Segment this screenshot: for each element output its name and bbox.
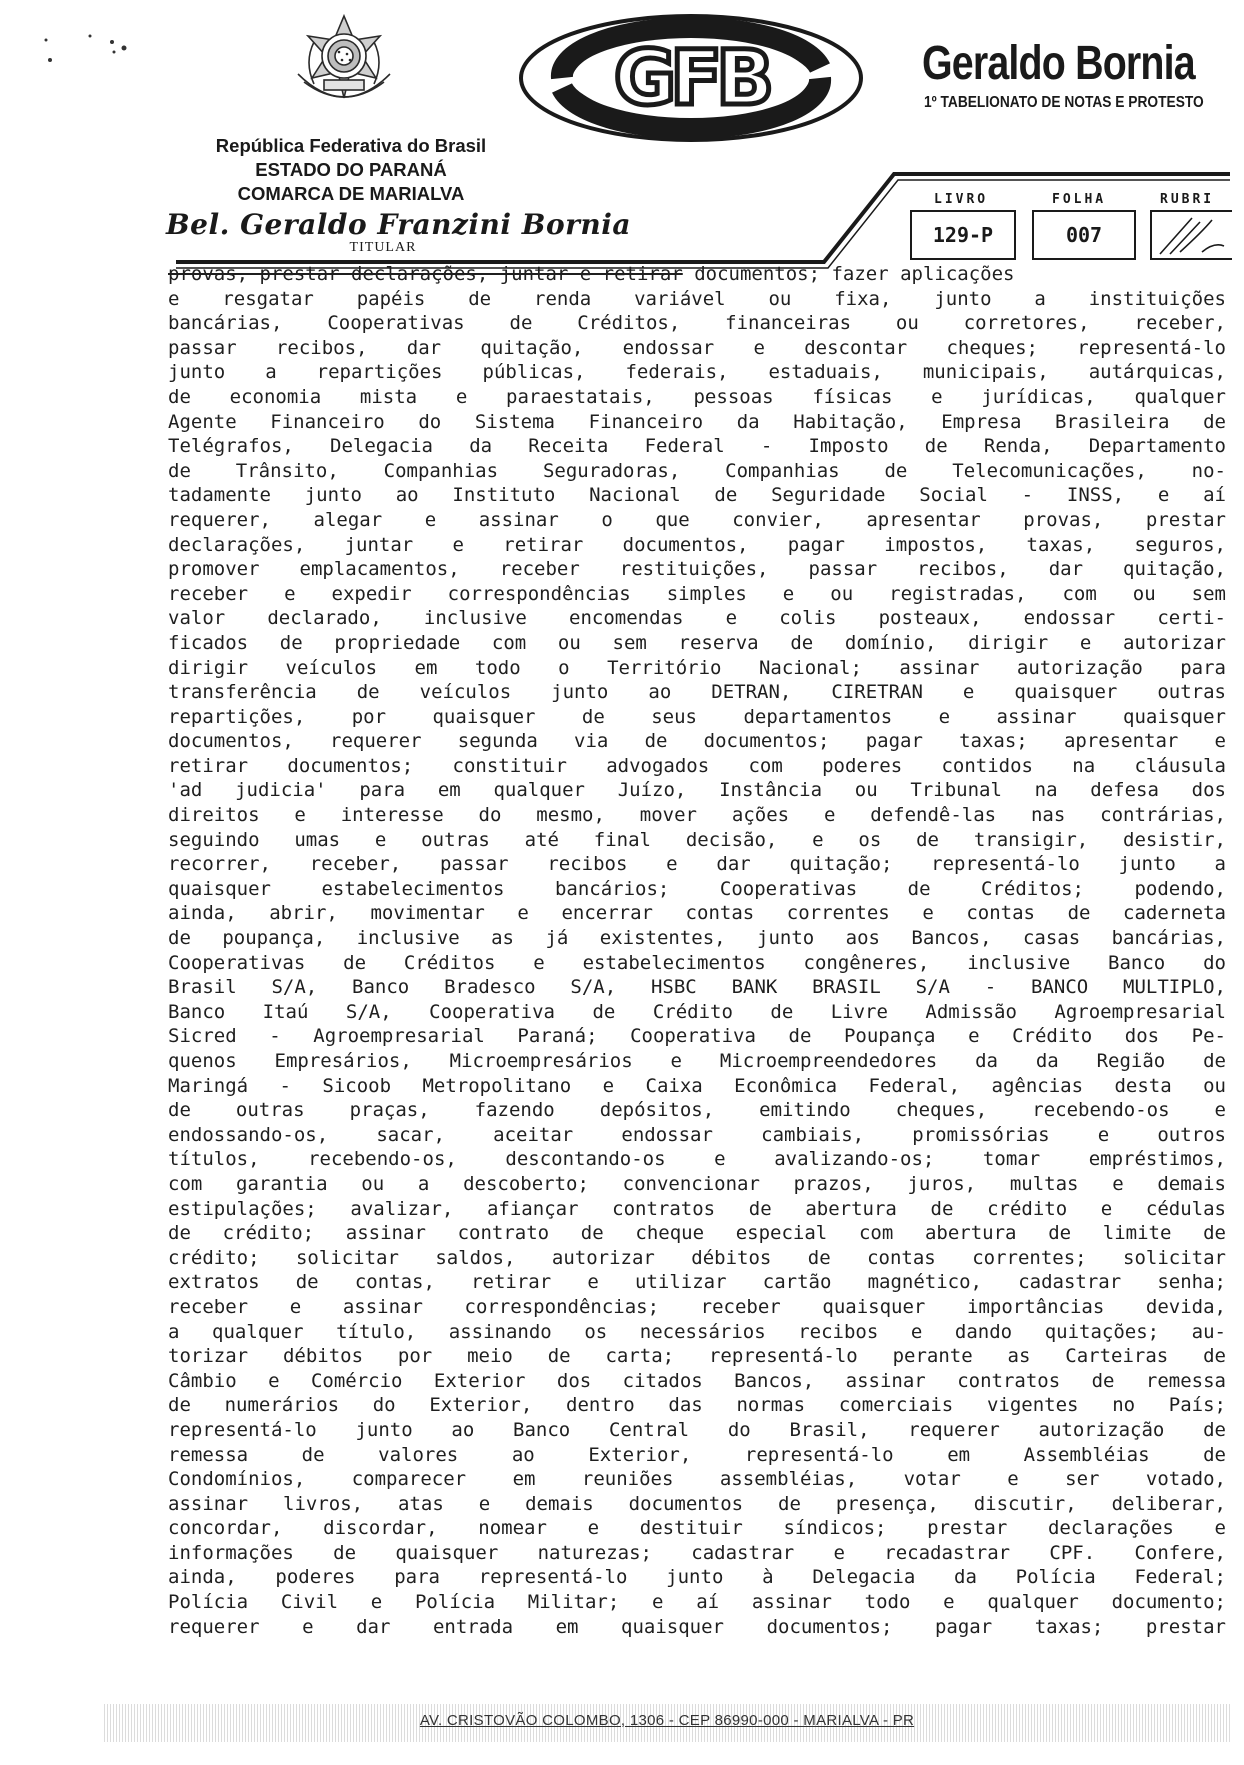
body-line: seguindo umas e outras até final decisão, e os de transigir, desistir, (168, 828, 1226, 851)
body-line: de crédito; assinar contrato de cheque especial com abertura de limite de (168, 1222, 1226, 1245)
body-line: Agente Financeiro do Sistema Financeiro da Habitação, Empresa Brasileira de (168, 410, 1226, 433)
body-line: títulos, recebendo-os, descontando-os e avalizando-os; tomar empréstimos, (168, 1148, 1226, 1171)
body-line: remessa de valores ao Exterior, representá-lo em Assembléias de (168, 1443, 1226, 1466)
livro-label: LIVRO (934, 192, 989, 207)
body-line: de Trânsito, Companhias Seguradoras, Companhias de Telecomunicações, no- (168, 459, 1226, 482)
body-line: quenos Empresários, Microempresários e Microempreendedores da da Região de (168, 1050, 1226, 1072)
body-line: valor declarado, inclusive encomendas e colis posteaux, endossar certi- (168, 607, 1226, 630)
body-line: 'ad judicia' para em qualquer Juízo, Instância ou Tribunal na defesa dos (168, 779, 1226, 802)
body-line: concordar, discordar, nomear e destituir síndicos; prestar declarações e (168, 1517, 1226, 1540)
body-line: receber e expedir correspondências simples e ou registradas, com ou sem (168, 582, 1226, 605)
livro-value: 129-P (932, 223, 994, 247)
body-line: passar recibos, dar quitação, endossar e descontar cheques; representá-lo (168, 336, 1226, 359)
struck-text: provas, prestar declarações, juntar e retirar (168, 263, 683, 285)
rubri-box (1150, 210, 1232, 260)
body-line: Brasil S/A, Banco Bradesco S/A, HSBC BANK BRASIL S/A - BANCO MULTIPLO, (168, 976, 1226, 999)
republic-name: República Federativa do Brasil (215, 135, 487, 156)
body-line: crédito; solicitar saldos, autorizar débitos de contas correntes; solicitar (168, 1246, 1226, 1269)
comarca-name: COMARCA DE MARIALVA (237, 183, 465, 204)
folha-value: 007 (1065, 223, 1103, 247)
body-line: dirigir veículos em todo o Território Nacional; assinar autorização para (168, 656, 1226, 679)
body-line: direitos e interesse do mesmo, mover ações e defendê-las nas contrárias, (168, 804, 1226, 827)
body-line: transferência de veículos junto ao DETRAN, CIRETRAN e quaisquer outras (168, 681, 1226, 704)
document-body (168, 262, 1226, 1639)
body-line: retirar documentos; constituir advogados com poderes contidos na cláusula (168, 754, 1226, 777)
body-line: receber e assinar correspondências; receber quaisquer importâncias devida, (168, 1295, 1226, 1318)
body-line: endossando-os, sacar, aceitar endossar cambiais, promissórias e outros (168, 1123, 1226, 1146)
body-line: extratos de contas, retirar e utilizar cartão magnético, cadastrar senha; (168, 1271, 1226, 1294)
body-line: estipulações; avalizar, afiançar contratos de abertura de crédito e cédulas (168, 1197, 1226, 1220)
body-line: informações de quaisquer naturezas; cadastrar e recadastrar CPF. Confere, (168, 1541, 1226, 1564)
body-line: de outras praças, fazendo depósitos, emitindo cheques, recebendo-os e (168, 1099, 1226, 1122)
titular-role: TITULAR (349, 240, 417, 255)
body-line: recorrer, receber, passar recibos e dar quitação; representá-lo junto a (168, 853, 1226, 876)
body-line: e resgatar papéis de renda variável ou fixa, junto a instituições (168, 287, 1226, 310)
body-line: Condomínios, comparecer em reuniões assembléias, votar e ser votado, (168, 1468, 1226, 1491)
body-line: com garantia ou a descoberto; convencionar prazos, juros, multas e demais (168, 1172, 1226, 1195)
footer-address: AV. CRISTOVÃO COLOMBO, 1306 - CEP 86990-000 - MARIALVA - PR (419, 1712, 915, 1729)
body-line: requerer, alegar e assinar o que convier, apresentar provas, prestar (168, 508, 1226, 531)
body-line: requerer e dar entrada em quaisquer documentos; pagar taxas; prestar (168, 1615, 1226, 1638)
body-line: torizar débitos por meio de carta; representá-lo perante as Carteiras de (168, 1345, 1226, 1368)
body-line: ainda, abrir, movimentar e encerrar contas correntes e contas de caderneta (168, 902, 1226, 925)
body-line: repartições, por quaisquer de seus departamentos e assinar quaisquer (168, 705, 1226, 728)
brand-name: Geraldo Bornia (922, 37, 1195, 90)
body-line: representá-lo junto ao Banco Central do Brasil, requerer autorização de (168, 1418, 1226, 1441)
body-line: ainda, poderes para representá-lo junto à Delegacia da Polícia Federal; (168, 1566, 1226, 1589)
body-line: Telégrafos, Delegacia da Receita Federal - Imposto de Renda, Departamento (168, 435, 1226, 458)
rubric-signature-icon (1152, 212, 1232, 258)
body-line: Polícia Civil e Polícia Militar; e aí assinar todo e qualquer documento; (168, 1591, 1226, 1614)
state-name: ESTADO DO PARANÁ (255, 159, 447, 180)
body-line: promover emplacamentos, receber restituições, passar recibos, dar quitação, (168, 558, 1226, 581)
body-line: Maringá - Sicoob Metropolitano e Caixa Econômica Federal, agências desta ou (168, 1074, 1226, 1097)
body-line: tadamente junto ao Instituto Nacional de Seguridade Social - INSS, e aí (168, 484, 1226, 507)
body-line: Cooperativas de Créditos e estabelecimentos congêneres, inclusive Banco do (168, 951, 1226, 974)
body-line: a qualquer título, assinando os necessários recibos e dando quitações; au- (168, 1320, 1226, 1343)
body-line: ficados de propriedade com ou sem reserva de domínio, dirigir e autorizar (168, 631, 1226, 654)
body-line: Banco Itaú S/A, Cooperativa de Crédito de Livre Admissão Agroempresarial (168, 1000, 1226, 1023)
rubri-label: RUBRI (1160, 192, 1215, 207)
body-line: bancárias, Cooperativas de Créditos, financeiras ou corretores, receber, (168, 312, 1226, 335)
body-lines (168, 287, 1226, 1640)
body-line: de poupança, inclusive as já existentes, junto aos Bancos, casas bancárias, (168, 927, 1226, 950)
folha-label: FOLHA (1052, 192, 1107, 207)
body-line: declarações, juntar e retirar documentos, pagar impostos, taxas, seguros, (168, 533, 1226, 556)
body-line: documentos, requerer segunda via de documentos; pagar taxas; apresentar e (168, 730, 1226, 753)
body-line: de numerários do Exterior, dentro das normas comerciais vigentes no País; (168, 1394, 1226, 1417)
folha-box (1032, 210, 1136, 260)
livro-box (910, 210, 1016, 260)
body-line: Câmbio e Comércio Exterior dos citados Bancos, assinar contratos de remessa (168, 1369, 1226, 1392)
first-line-rest: documentos; fazer aplicações (682, 263, 1015, 285)
body-line: de economia mista e paraestatais, pessoas físicas e jurídicas, qualquer (168, 385, 1226, 408)
body-line: quaisquer estabelecimentos bancários; Cooperativas de Créditos; podendo, (168, 877, 1226, 900)
body-line-first (168, 262, 1226, 287)
body-line: junto a repartições públicas, federais, estaduais, municipais, autárquicas, (168, 361, 1226, 384)
body-line: assinar livros, atas e demais documentos de presença, discutir, deliberar, (168, 1492, 1226, 1515)
brand-subtitle: 1º TABELIONATO DE NOTAS E PROTESTO (924, 94, 1204, 111)
body-line: Sicred - Agroempresarial Paraná; Cooperativa de Poupança e Crédito dos Pe- (168, 1025, 1226, 1048)
titular-name: Bel. Geraldo Franzini Bornia (166, 208, 632, 241)
logo-letters: GFB (613, 33, 769, 122)
